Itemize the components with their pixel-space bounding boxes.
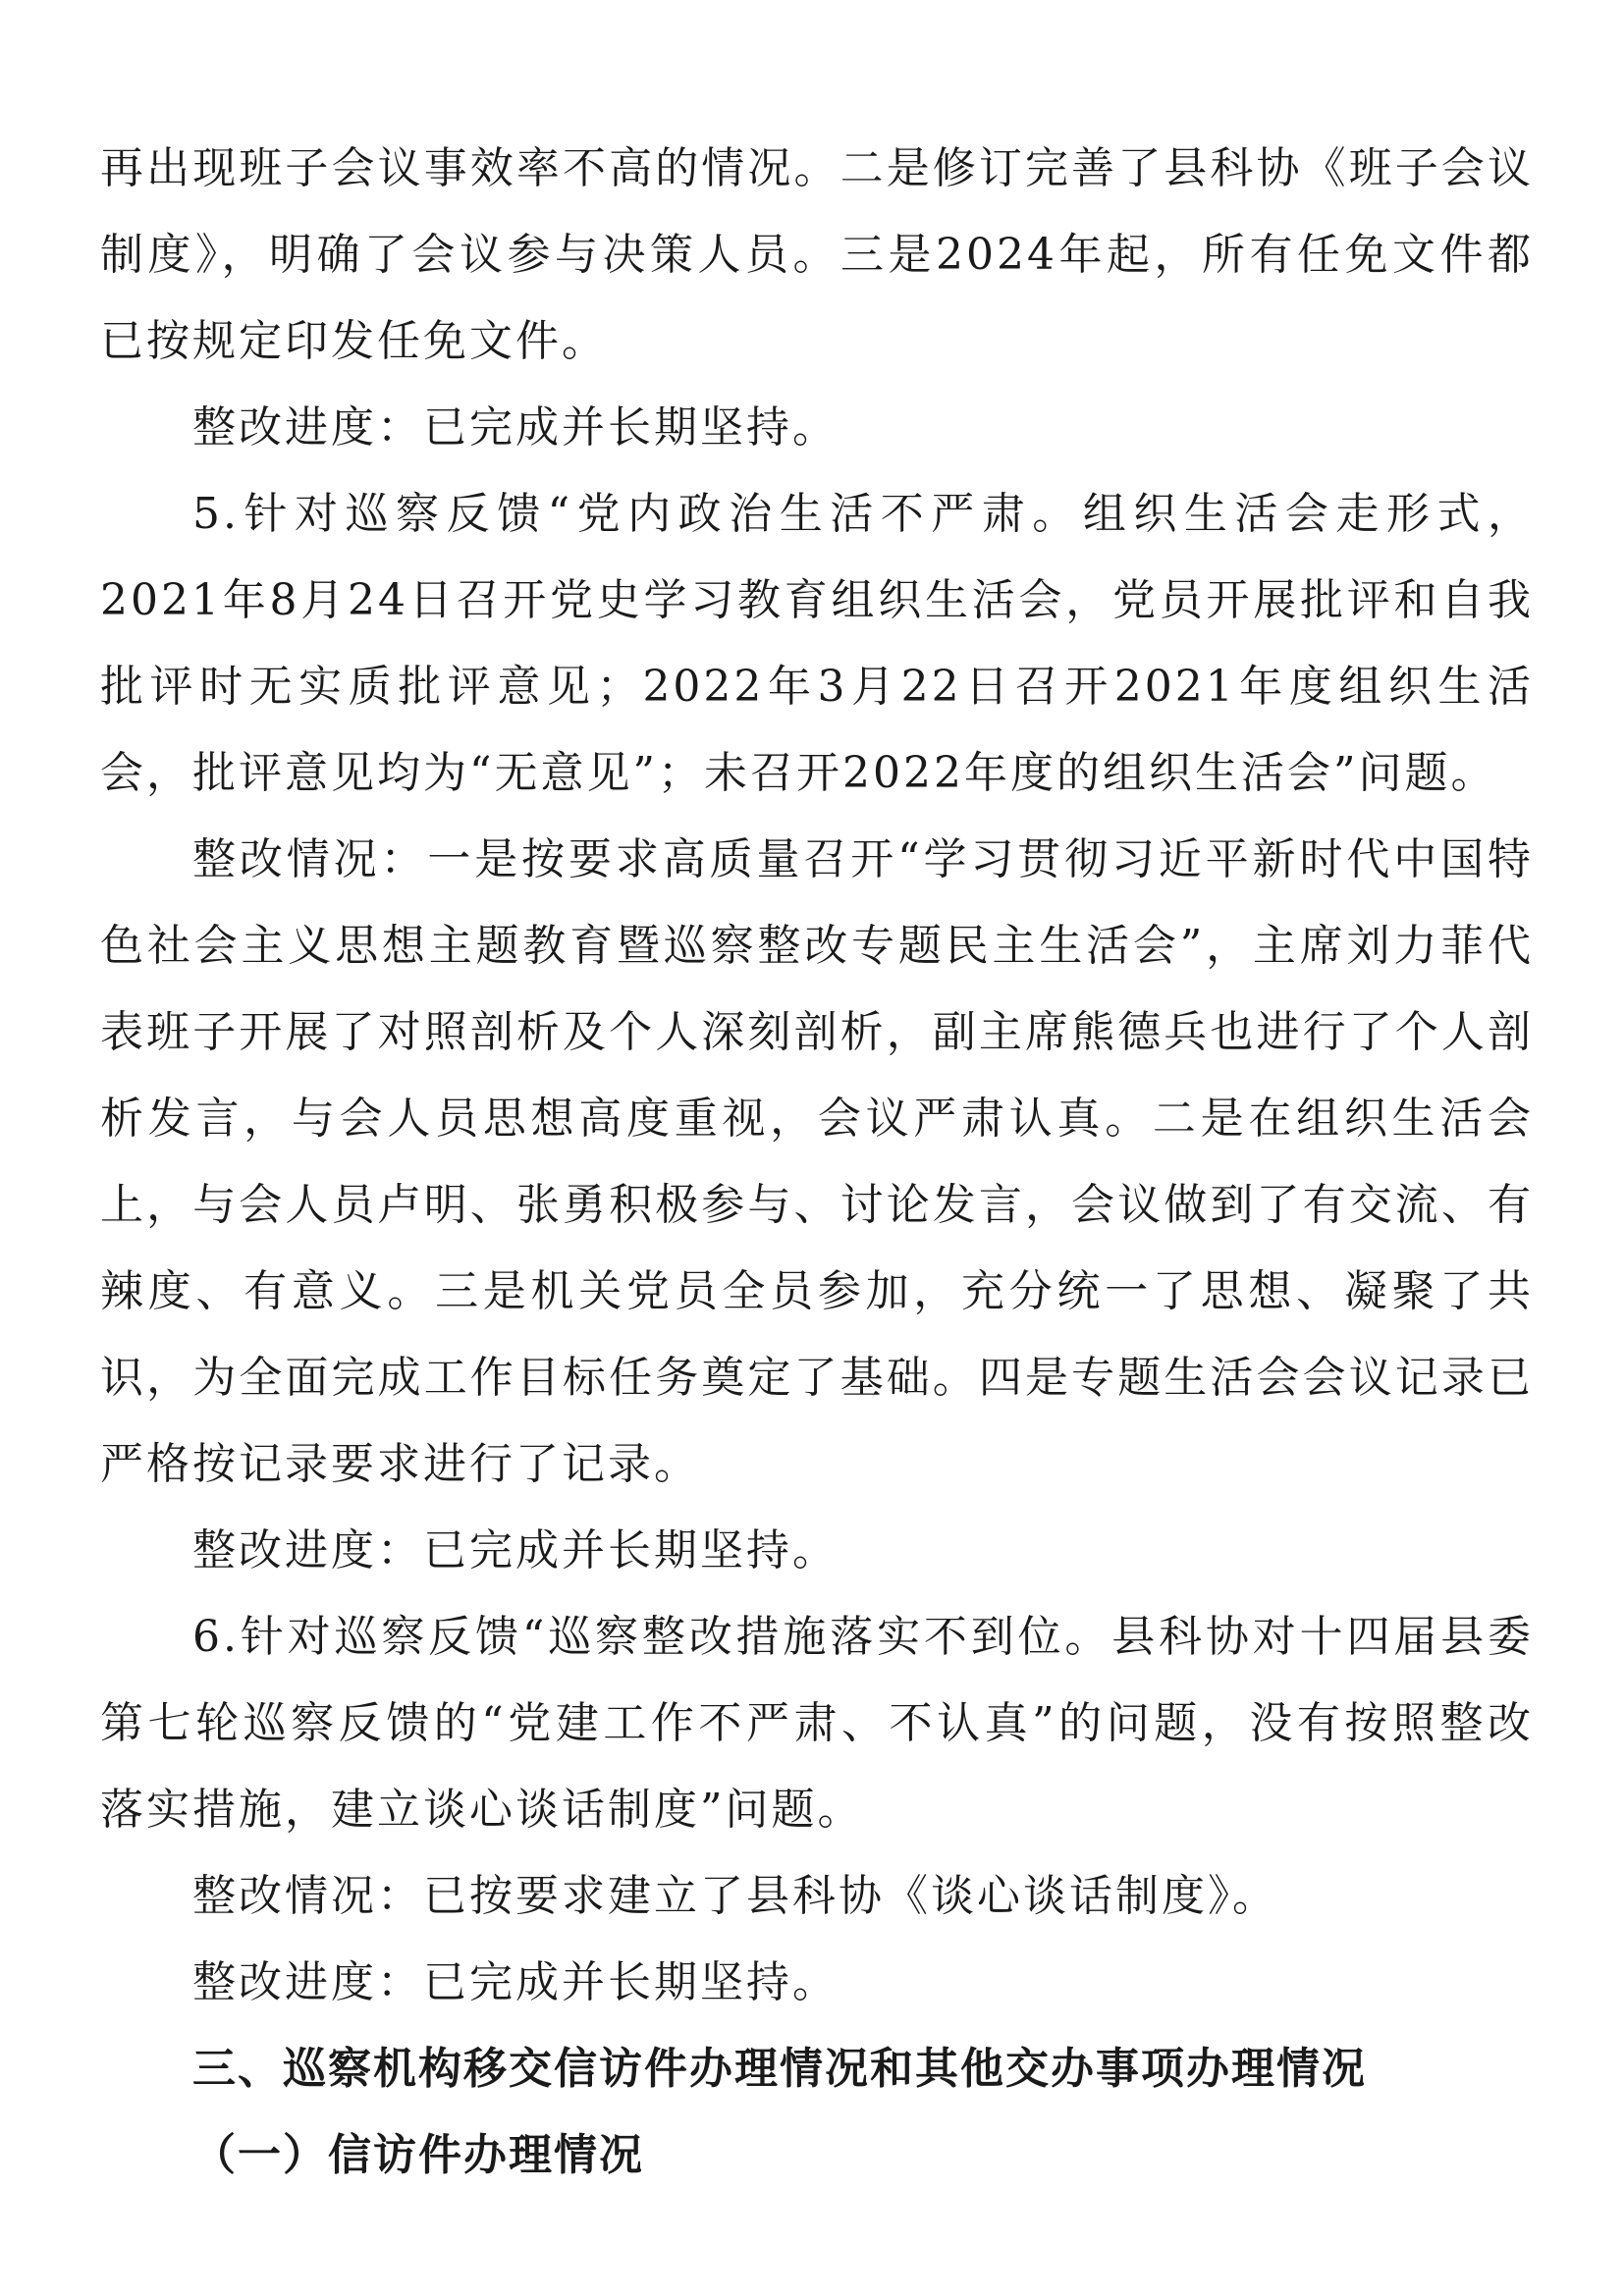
progress-line: 整改进度：已完成并长期坚持。 xyxy=(192,1957,839,2007)
progress-line: 整改进度：已完成并长期坚持。 xyxy=(192,402,839,453)
subsection-heading: （一）信访件办理情况 xyxy=(192,2130,644,2180)
progress-line: 整改进度：已完成并长期坚持。 xyxy=(192,1525,839,1575)
section-heading: 三、巡察机构移交信访件办理情况和其他交办事项办理情况 xyxy=(192,2044,1367,2094)
document-page xyxy=(100,126,1534,2199)
feedback-item-6: 6.针对巡察反馈“巡察整改措施落实不到位。县科协对十四届县委第七轮巡察反馈的“党建工作不严肃、不认真”的问题，没有按照整改落实措施，建立谈心谈话制度”问题。 xyxy=(100,1612,1534,1835)
paragraph-continued: 再出现班子会议事效率不高的情况。二是修订完善了县科协《班子会议制度》，明确了会议参与决策人员。三是2024年起，所有任免文件都已按规定印发任免文件。 xyxy=(100,143,1534,366)
feedback-item-5: 5.针对巡察反馈“党内政治生活不严肃。组织生活会走形式，2021年8月24日召开党史学习教育组织生活会，党员开展批评和自我批评时无实质批评意见；2022年3月22日召开2021年度组织生活会，批评意见均为“无意见”；未召开2022年度的组织生活会”问题。 xyxy=(100,489,1534,798)
rectification-detail-5: 整改情况：一是按要求高质量召开“学习贯彻习近平新时代中国特色社会主义思想主题教育暨巡察整改专题民主生活会”，主席刘力菲代表班子开展了对照剖析及个人深刻剖析，副主席熊德兵也进行了个人剖析发言，与会人员思想高度重视，会议严肃认真。二是在组织生活会上，与会人员卢明、张勇积极参与、讨论发言，会议做到了有交流、有辣度、有意义。三是机关党员全员参加，充分统一了思想、凝聚了共识，为全面完成工作目标任务奠定了基础。四是专题生活会会议记录已严格按记录要求进行了记录。 xyxy=(100,834,1534,1489)
rectification-detail-6: 整改情况：已按要求建立了县科协《谈心谈话制度》。 xyxy=(192,1871,1278,1921)
